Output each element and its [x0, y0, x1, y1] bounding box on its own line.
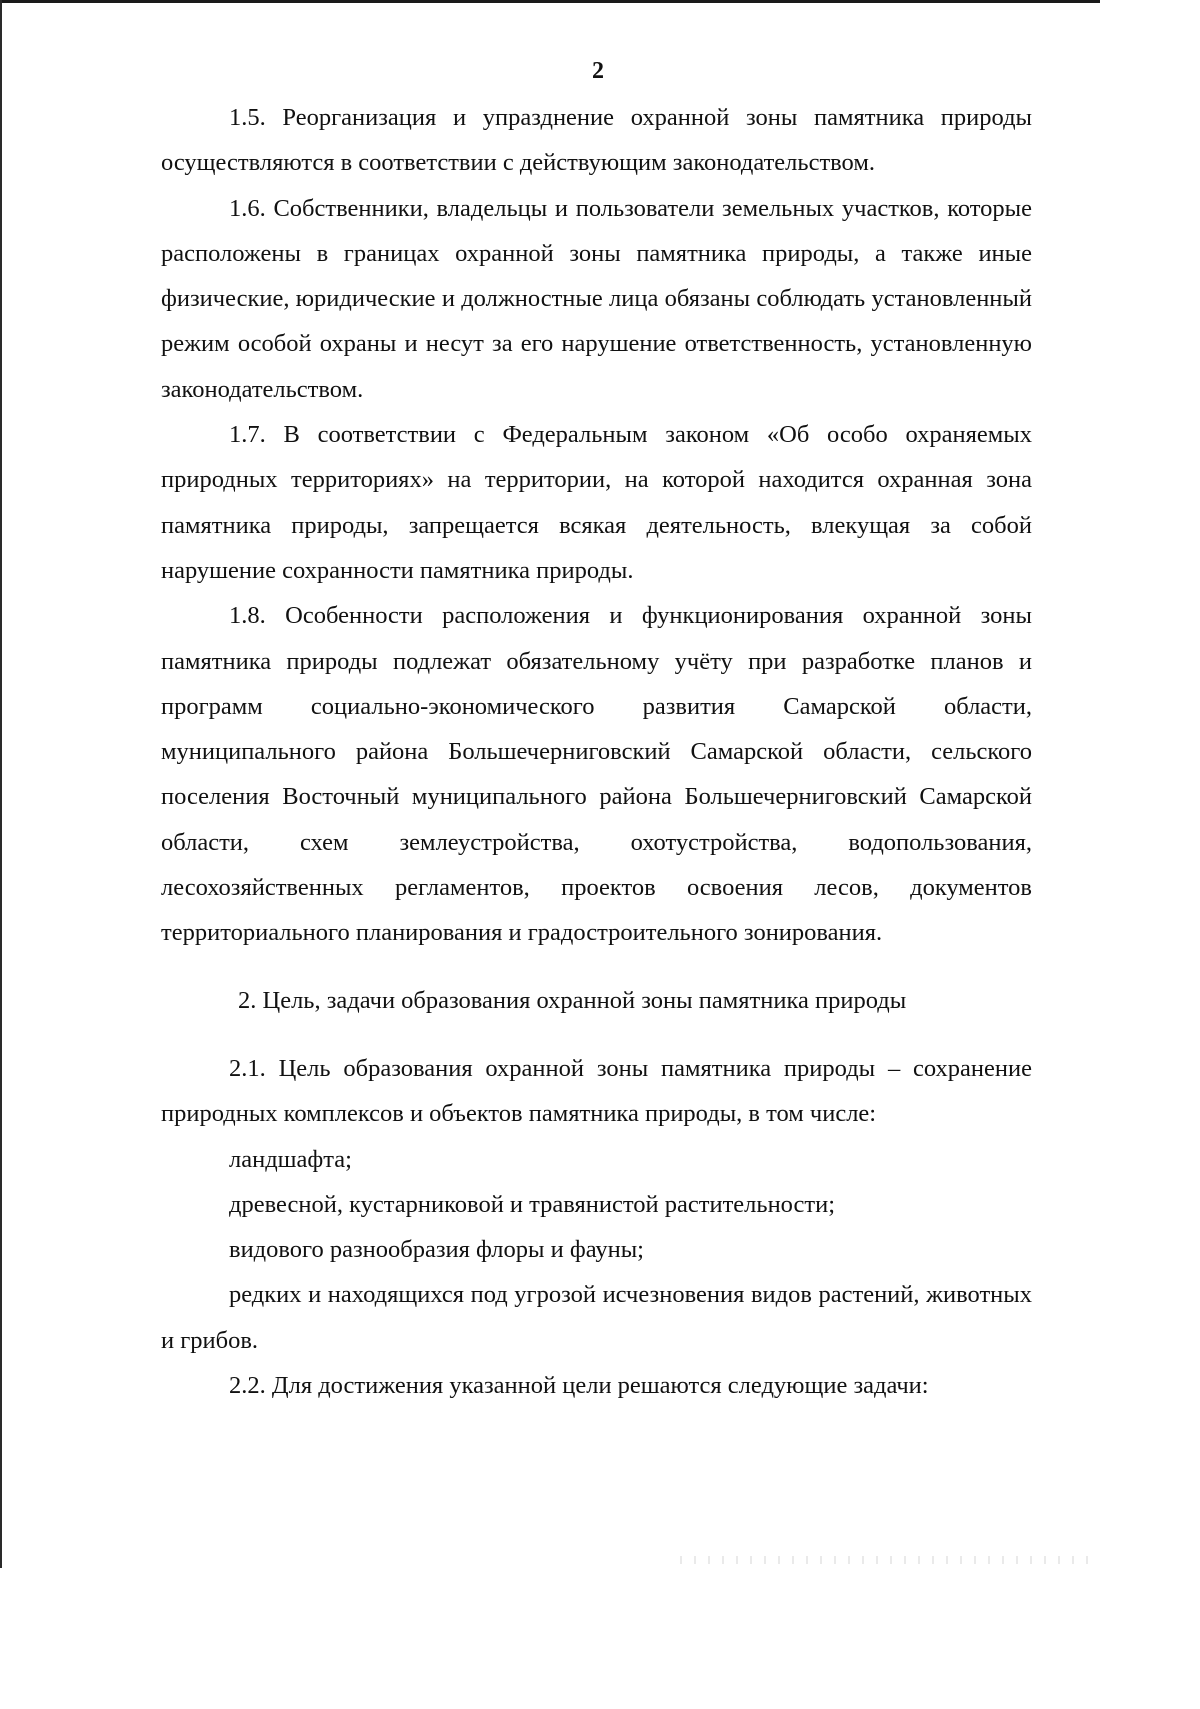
list-item-biodiversity: видового разнообразия флоры и фауны; [229, 1236, 644, 1264]
list-item-landscape: ландшафта; [229, 1145, 352, 1173]
paragraph-1-7: 1.7. В соответствии с Федеральным законом «Об особо охраняемых природных территориях» на территории, на которой находится охранная зона памятника природы, запрещается всякая деятельность, влекущая за собой нарушение сохранности памятника природы. [161, 421, 1032, 584]
scan-top-border [0, 0, 1100, 3]
paragraph-1-5: 1.5. Реорганизация и упразднение охранной зоны памятника природы осуществляются в соответствии с действующим законодательством. [161, 104, 1032, 177]
paragraph-2-2: 2.2. Для достижения указанной цели решаются следующие задачи: [229, 1372, 929, 1400]
paragraph-2-1: 2.1. Цель образования охранной зоны памятника природы – сохранение природных комплексов и объектов памятника природы, в том числе: [161, 1054, 1032, 1128]
page-number: 2 [592, 58, 604, 84]
scan-left-border [0, 0, 2, 1568]
list-item-vegetation: древесной, кустарниковой и травянистой растительности; [229, 1190, 836, 1218]
paragraph-1-6: 1.6. Собственники, владельцы и пользователи земельных участков, которые расположены в границах охранной зоны памятника природы, а также иные физические, юридические и должностные лица обязаны соблюдать установленный режим особой охраны и несут за его нарушение ответственность, установленную законодательством. [161, 194, 1032, 403]
paragraph-1-8: 1.8. Особенности расположения и функционирования охранной зоны памятника природы подлежат обязательному учёту при разработке планов и программ социально-экономического развития Самарской области, муниципального района Большечерниговский Самарской области, сельского поселения Восточный муниципального района Большечерниговский Самарской области, схем землеустройства, охотустройства, водопользования, лесохозяйственных регламентов, проектов освоения лесов, документов территориального планирования и градостроительного зонирования. [161, 602, 1032, 947]
section-heading-2: 2. Цель, задачи образования охранной зоны памятника природы [238, 986, 907, 1014]
list-item-rare-species: редких и находящихся под угрозой исчезновения видов растений, животных и грибов. [161, 1281, 1032, 1354]
scan-artifacts [680, 1556, 1100, 1564]
document-body [161, 95, 1032, 1408]
